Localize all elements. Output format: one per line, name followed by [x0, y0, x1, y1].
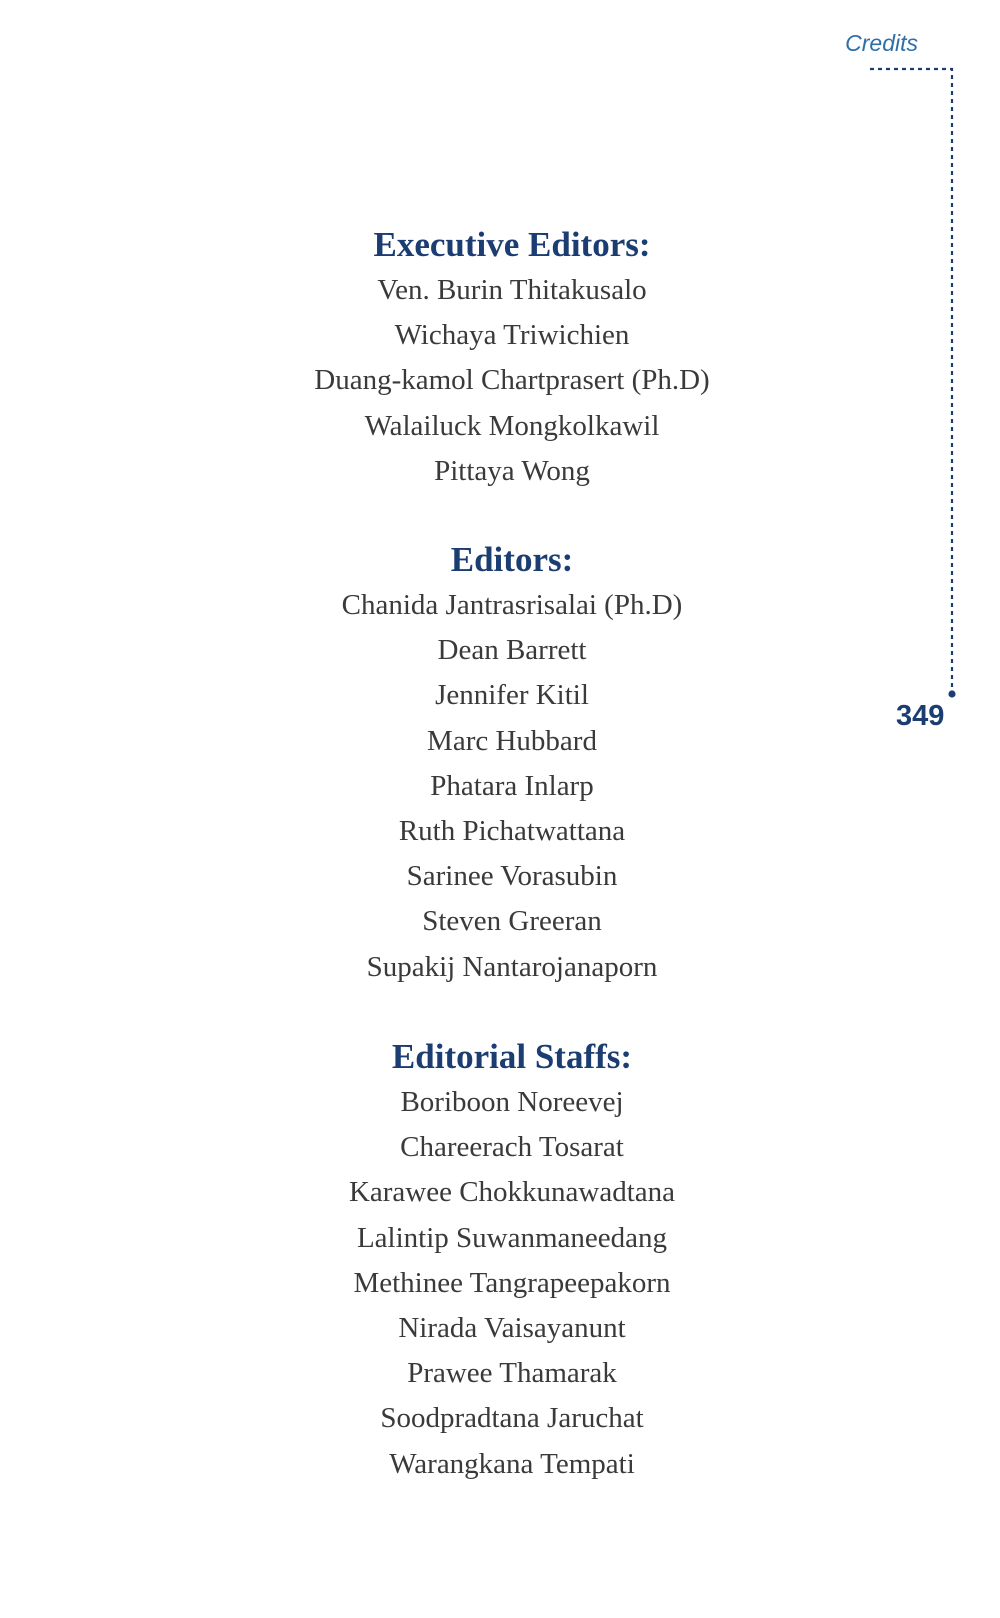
credit-name: Ven. Burin Thitakusalo — [377, 274, 647, 306]
credit-name: Nirada Vaisayanunt — [398, 1312, 626, 1345]
credit-name: Wichaya Triwichien — [394, 319, 630, 352]
credit-name: Soodpradtana Jaruchat — [380, 1402, 644, 1435]
editors-section — [192, 537, 832, 990]
credit-name: Lalintip Suwanmaneedang — [356, 1221, 668, 1254]
credit-name: Boriboon Noreevej — [400, 1086, 624, 1118]
section-label: Credits — [845, 30, 918, 56]
credit-name: Chareerach Tosarat — [400, 1131, 624, 1164]
editorial-staffs-list — [192, 1080, 832, 1487]
editorial-staffs-heading: Editorial Staffs: — [391, 1037, 633, 1076]
credit-name: Methinee Tangrapeepakorn — [353, 1266, 671, 1299]
credit-name: Karawee Chokkunawadtana — [348, 1176, 676, 1209]
credit-name: Phatara Inlarp — [430, 769, 594, 802]
leader-dot — [948, 690, 955, 697]
editors-heading: Editors: — [450, 540, 574, 579]
executive-editors-heading: Executive Editors: — [373, 225, 651, 264]
editors-list — [192, 583, 832, 990]
credit-name: Walailuck Mongkolkawil — [364, 409, 660, 442]
editorial-staffs-section — [192, 1034, 832, 1487]
credit-name: Prawee Thamarak — [407, 1357, 617, 1390]
credit-name: Ruth Pichatwattana — [398, 815, 626, 848]
credit-name: Marc Hubbard — [427, 724, 597, 757]
credit-name: Sarinee Vorasubin — [406, 860, 618, 893]
credit-name: Warangkana Tempati — [389, 1447, 635, 1480]
credit-name: Pittaya Wong — [434, 454, 590, 487]
executive-editors-list — [192, 268, 832, 494]
credit-name: Dean Barrett — [437, 634, 587, 667]
credit-name: Duang-kamol Chartprasert (Ph.D) — [314, 364, 710, 397]
executive-editors-section — [192, 222, 832, 494]
page-number: 349 — [896, 700, 945, 732]
credit-name: Steven Greeran — [422, 905, 602, 938]
credit-name: Supakij Nantarojanaporn — [366, 950, 658, 983]
credit-name: Jennifer Kitil — [435, 679, 589, 712]
credit-name: Chanida Jantrasrisalai (Ph.D) — [341, 589, 683, 621]
